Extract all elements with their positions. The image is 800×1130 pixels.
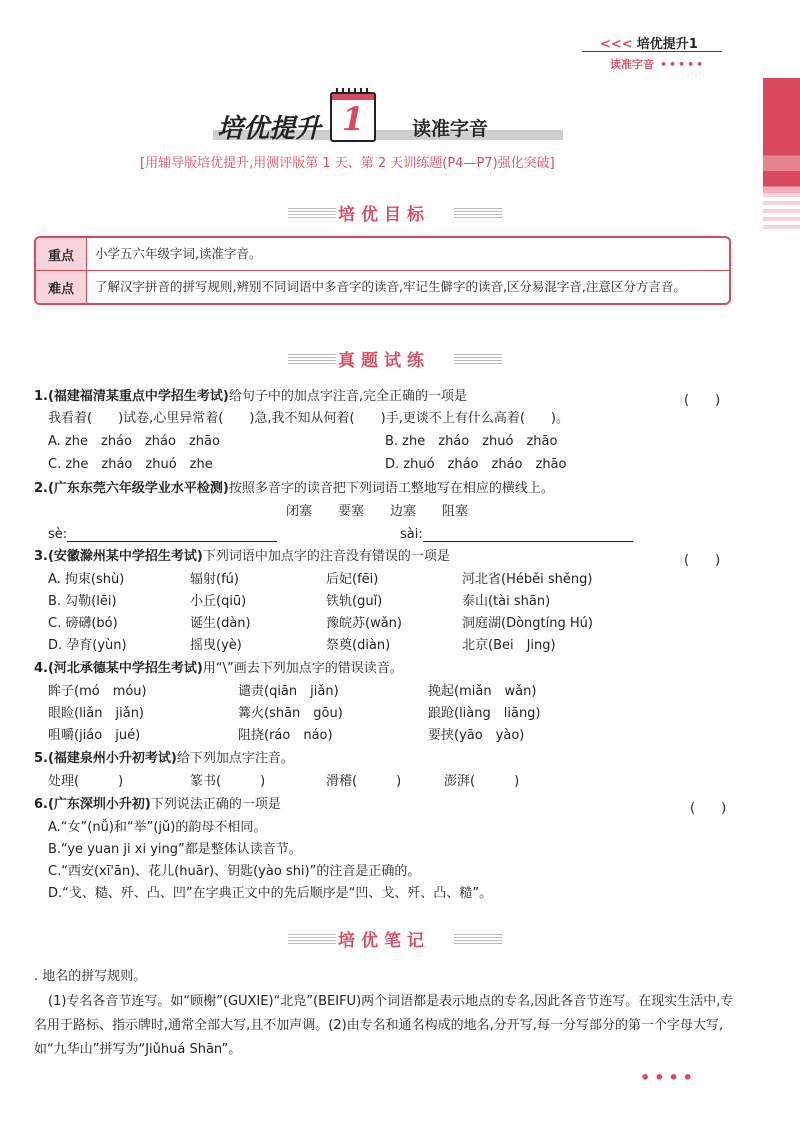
question-stem: 按照多音字的读音把下列词语工整地写在相应的横线上。: [228, 481, 554, 496]
banner-notes: [288, 926, 508, 952]
sai-answer-line[interactable]: [423, 527, 633, 542]
question-number: 2.: [34, 481, 48, 496]
goal-text: 了解汉字拼音的拼写规则,辨别不同词语中多音字的读音,牢记生僻字的读音,区分易混字音,注意区分方言音。: [95, 279, 686, 294]
question-source: (广东深圳小升初): [47, 797, 151, 812]
q5-item[interactable]: 澎湃( ): [444, 774, 520, 789]
question-number: 5.: [34, 751, 48, 766]
q3-row-d-3: 祭奠(diàn): [326, 638, 391, 653]
se-label: sè:: [48, 527, 68, 542]
calendar-icon: [330, 92, 376, 142]
question-stem: 给句子中的加点字注音,完全正确的一项是: [228, 389, 468, 404]
question-stem: 给下列加点字注音。: [176, 751, 294, 766]
goal-text: 小学五六年级字词,读准字音。: [95, 246, 262, 261]
question-6: [34, 794, 281, 816]
banner-exam: [288, 346, 508, 372]
option-a: A.“女”(nǚ)和“举”(jǔ)的韵母不相同。: [48, 820, 267, 835]
q3-row-b-2: 小丘(qiū): [190, 594, 247, 609]
sai-answer: [400, 524, 633, 546]
option-c: C. zhe zháo zhuó zhe: [48, 457, 213, 472]
q3-row-b-4: 泰山(tài shān): [462, 594, 551, 609]
goal-row-key: [36, 238, 729, 270]
question-number: 3.: [34, 549, 48, 564]
question-stem: 用“\”画去下列加点字的错误读音。: [202, 661, 403, 676]
q4-item: 挽起(miǎn wǎn): [428, 684, 537, 699]
section-title: 培优提升1: [636, 37, 698, 52]
goal-label: 重点: [36, 238, 87, 270]
option-a: A. zhe zháo zháo zhāo: [48, 434, 220, 449]
q4-item: 踉跄(liàng liāng): [428, 706, 541, 721]
option-c: C.“西安(xī'ān)、花儿(huār)、钥匙(yào shi)”的注音是正确的。: [48, 864, 421, 879]
goal-row-difficulty: [36, 270, 729, 303]
q4-item: 眼睑(liǎn jiǎn): [48, 706, 145, 721]
question-number: 6.: [34, 797, 48, 812]
q3-row-b-1: B. 勾勒(lēi): [48, 594, 117, 609]
banner-goal-text: 培优目标: [338, 205, 430, 225]
question-source: (福建福清某重点中学招生考试): [47, 389, 229, 404]
q3-row-c-3: 豫皖苏(wǎn): [326, 616, 402, 631]
question-source: (福建泉州小升初考试): [47, 751, 177, 766]
question-5: [34, 748, 294, 770]
q4-item: 要挟(yāo yào): [428, 728, 525, 743]
sai-label: sài:: [400, 527, 423, 542]
q3-row-d-2: 摇曳(yè): [190, 638, 242, 653]
q3-row-a-1: A. 拘束(shù): [48, 572, 125, 587]
question-4: [34, 658, 403, 680]
q3-row-a-3: 后妃(fēi): [326, 572, 379, 587]
q5-item[interactable]: 滑稽( ): [326, 774, 402, 789]
option-b: B.“ye yuan ji xi ying”都是整体认读音节。: [48, 842, 302, 857]
q4-item: 眸子(mó móu): [48, 684, 147, 699]
question-3: [34, 546, 450, 568]
q3-row-b-3: 铁轨(guǐ): [326, 594, 383, 609]
question-number: 1.: [34, 389, 48, 404]
question-sentence: 我看着( )试卷,心里异常着( )急,我不知从何着( )手,更谈不上有什么高着( )。: [48, 411, 569, 426]
q3-row-c-4: 洞庭湖(Dòngtíng Hú): [462, 616, 593, 631]
goals-table: [34, 236, 731, 305]
option-d: D. zhuó zháo zháo zhāo: [385, 457, 567, 472]
q4-item: 谴责(qiān jiǎn): [238, 684, 339, 699]
question-1: [34, 386, 467, 408]
page-title: 培优提升: [217, 114, 322, 144]
q3-row-a-2: 辐射(fú): [190, 572, 239, 587]
q5-item[interactable]: 篆书( ): [190, 774, 266, 789]
chevrons-icon: <<<: [600, 37, 633, 52]
footer-dots-decoration: ••••: [640, 1068, 697, 1087]
side-tab-decoration: [763, 78, 800, 233]
subsection-title: 读准字音: [610, 58, 654, 71]
question-number: 4.: [34, 661, 48, 676]
lesson-number: 1: [341, 100, 365, 138]
banner-notes-text: 培优笔记: [338, 931, 430, 951]
notes-heading: . 地名的拼写规则。: [34, 969, 147, 984]
lesson-topic: 读准字音: [412, 118, 489, 140]
se-answer: [48, 524, 277, 546]
banner-exam-text: 真题试练: [338, 351, 430, 371]
notes-body: (1)专名各音节连写。如“顾榭”(GUXIE)“北凫”(BEIFU)两个词语都是表示地点的专名,因此各音节连写。在现实生活中,专名用于路标、指示牌时,通常全部大写,且不加声调。(2)由专名和通名构成的地名,分开写,每一分写部分的第一个字母大写,如“九华山”拼写为“Jiǔhuá Shān”。: [34, 994, 734, 1057]
goal-label: 难点: [36, 271, 87, 303]
q3-row-d-4: 北京(Bei Jing): [462, 638, 556, 653]
question-stem: 下列词语中加点字的注音没有错误的一项是: [202, 549, 450, 564]
q4-item: 篝火(shān gōu): [238, 706, 343, 721]
se-answer-line[interactable]: [67, 527, 277, 542]
question-source: (河北承德某中学招生考试): [47, 661, 203, 676]
answer-paren[interactable]: ( ): [684, 393, 721, 408]
q3-row-c-1: C. 磅礴(bó): [48, 616, 118, 631]
q3-row-d-1: D. 孕育(yùn): [48, 638, 127, 653]
option-d: D.“戈、糙、歼、凸、凹”在字典正文中的先后顺序是“凹、戈、歼、凸、糙”。: [48, 886, 493, 901]
q4-item: 咀嚼(jiáo jué): [48, 728, 141, 743]
question-source: (安徽滁州某中学招生考试): [47, 549, 203, 564]
q3-row-a-4: 河北省(Héběi shěng): [462, 572, 593, 587]
q5-item[interactable]: 处理( ): [48, 774, 124, 789]
question-source: (广东东莞六年级学业水平检测): [47, 481, 229, 496]
answer-paren[interactable]: ( ): [690, 801, 727, 816]
question-2: [34, 478, 554, 500]
header-divider: [582, 51, 722, 52]
option-b: B. zhe zháo zhuó zhāo: [385, 434, 558, 449]
section-subheader: [610, 56, 705, 72]
section-header: [600, 33, 698, 52]
page-subtitle: [用辅导版培优提升,用测评版第 1 天、第 2 天训练题(P4—P7)强化突破]: [140, 156, 555, 171]
banner-goal: [288, 200, 508, 226]
question-stem: 下列说法正确的一项是: [150, 797, 281, 812]
q3-row-c-2: 诞生(dàn): [190, 616, 251, 631]
q4-item: 阻挠(ráo náo): [238, 728, 333, 743]
word-list: 闭塞 要塞 边塞 阻塞: [286, 504, 469, 519]
dots-decoration: •••••: [660, 58, 706, 71]
answer-paren[interactable]: ( ): [684, 553, 721, 568]
